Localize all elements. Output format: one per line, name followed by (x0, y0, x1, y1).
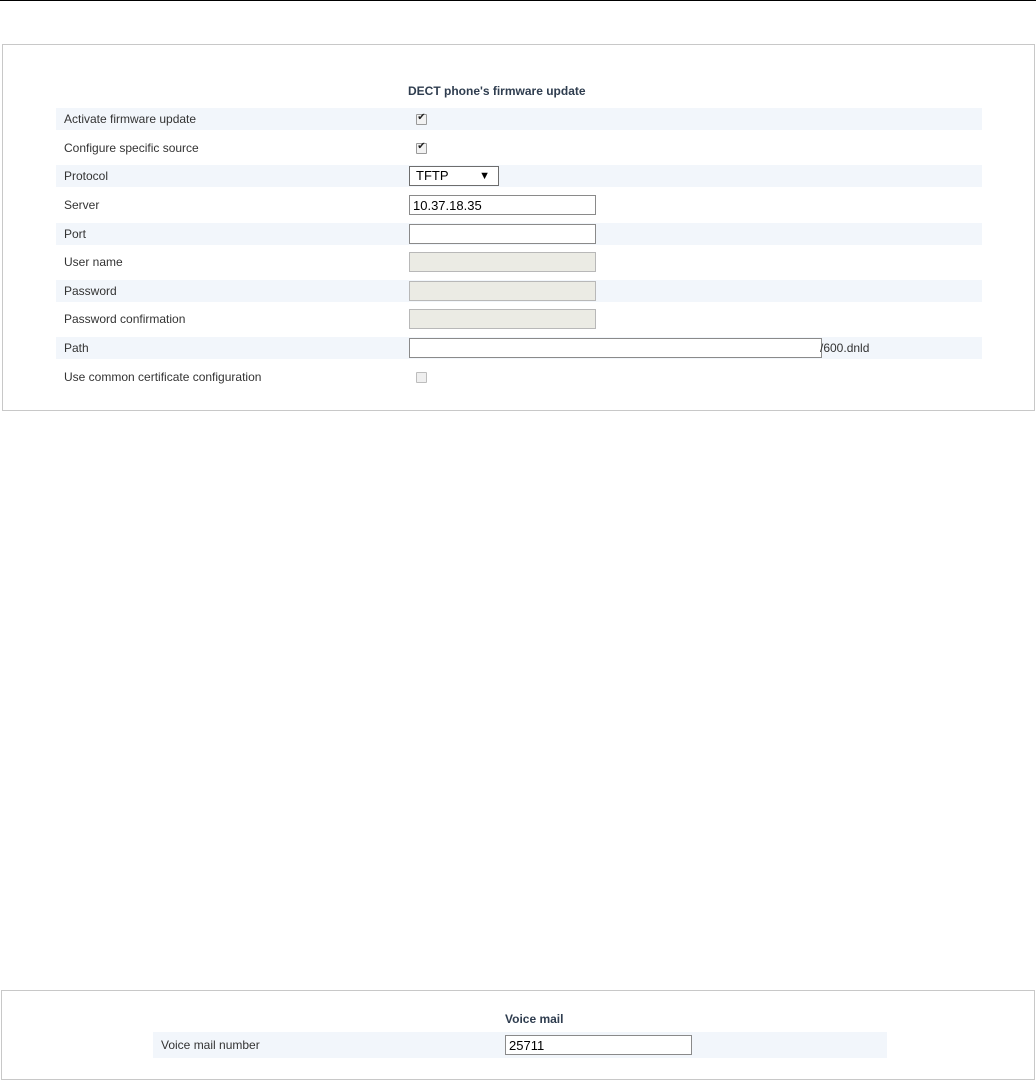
section-title-voice-mail: Voice mail (505, 1012, 564, 1026)
password-confirmation-label: Password confirmation (64, 312, 186, 326)
dropdown-arrow-icon: ▼ (479, 170, 490, 182)
password-confirmation-input[interactable] (409, 309, 596, 329)
firmware-update-panel (2, 44, 1035, 411)
checkmark-icon: ✔ (417, 112, 426, 123)
common-certificate-checkbox[interactable] (416, 372, 427, 383)
row-configure-specific-source (56, 137, 982, 159)
row-activate-firmware-update (56, 108, 982, 130)
checkmark-icon: ✔ (417, 141, 426, 152)
row-protocol (56, 165, 982, 187)
protocol-label: Protocol (64, 169, 109, 183)
row-path (56, 337, 982, 359)
protocol-selected-value: TFTP (416, 168, 449, 183)
configure-specific-source-label: Configure specific source (64, 141, 199, 155)
configure-specific-source-checkbox[interactable] (416, 143, 427, 154)
activate-firmware-update-checkbox[interactable] (416, 114, 427, 125)
row-port (56, 223, 982, 245)
user-name-label: User name (64, 255, 123, 269)
password-input[interactable] (409, 281, 596, 301)
row-server (56, 194, 982, 216)
port-input[interactable] (409, 224, 596, 244)
path-suffix: /600.dnld (820, 341, 870, 355)
password-label: Password (64, 284, 117, 298)
row-password-confirmation (56, 308, 982, 330)
user-name-input[interactable] (409, 252, 596, 272)
row-user-name (56, 251, 982, 273)
voice-mail-number-input[interactable] (505, 1035, 692, 1055)
row-common-certificate (56, 366, 982, 388)
row-password (56, 280, 982, 302)
path-input[interactable] (409, 338, 822, 358)
server-label: Server (64, 198, 100, 212)
protocol-select[interactable] (409, 166, 499, 186)
common-certificate-label: Use common certificate configuration (64, 370, 262, 384)
activate-firmware-update-label: Activate firmware update (64, 112, 197, 126)
server-input[interactable] (409, 195, 596, 215)
voice-mail-panel (1, 990, 1035, 1080)
section-title-firmware: DECT phone's firmware update (408, 84, 586, 98)
port-label: Port (64, 227, 87, 241)
row-voice-mail-number (153, 1032, 887, 1058)
top-divider (0, 0, 1036, 1)
path-label: Path (64, 341, 89, 355)
voice-mail-number-label: Voice mail number (161, 1038, 260, 1052)
